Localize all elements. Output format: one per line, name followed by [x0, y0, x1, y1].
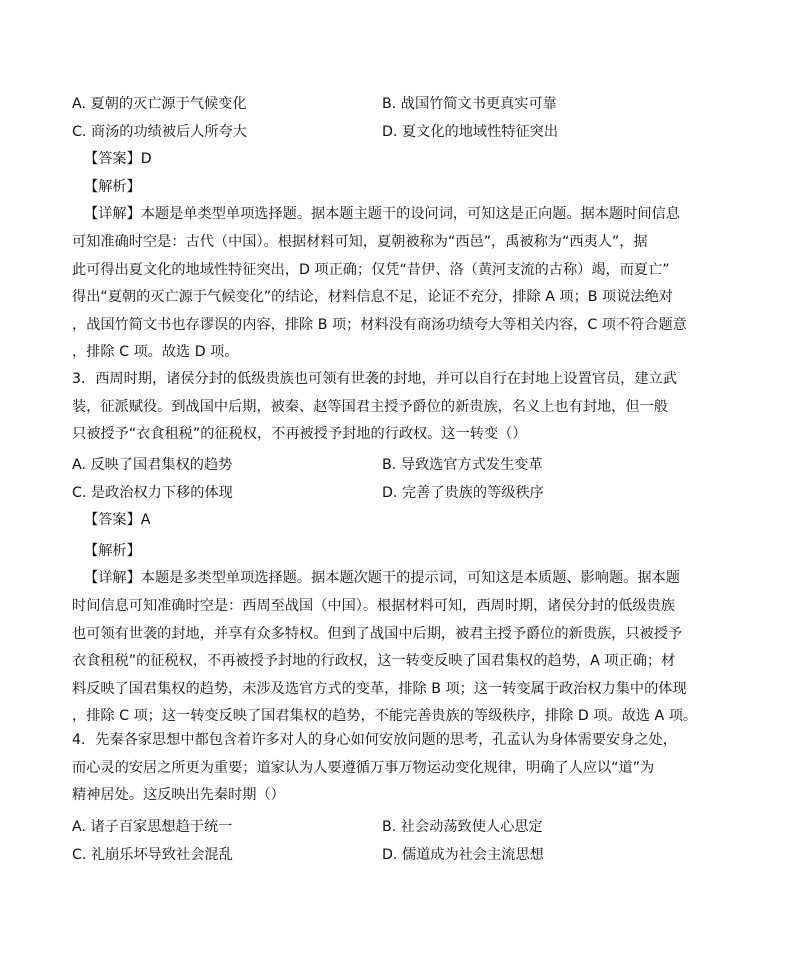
option-b: B. 社会动荡致使人心思定 — [382, 819, 543, 835]
detail-line: ，战国竹简文书也存谬误的内容，排除 B 项；材料没有商汤功绩夸大等相关内容，C 项不符合题意 — [72, 316, 687, 333]
option-row — [72, 842, 720, 870]
question-stem-line: 而心灵的安居之所更为重要；道家认为人要遵循万事万物运动变化规律，明确了人应以“道”为 — [72, 759, 655, 776]
question-stem-line: 装，征派赋役。到战国中后期，被秦、赵等国君主授予爵位的新贵族，名义上也有封地，但一般 — [72, 398, 668, 415]
answer-label: 【答案】A — [84, 512, 151, 529]
detail-line: 【详解】本题是多类型单项选择题。据本题次题干的提示词，可知这是本质题、影响题。据本题 — [84, 570, 680, 587]
analysis-label: 【解析】 — [84, 178, 141, 195]
detail-line: 料反映了国君集权的趋势，未涉及选官方式的变革，排除 B 项；这一转变属于政治权力集中的体现 — [72, 680, 687, 697]
option-d: D. 夏文化的地域性特征突出 — [382, 123, 559, 140]
option-a: A. 夏朝的灭亡源于气候变化 — [72, 96, 247, 112]
question-stem-line: 3．西周时期，诸侯分封的低级贵族也可领有世袭的封地，并可以自行在封地上设置官员，建立武 — [72, 371, 677, 387]
detail-line: 也可领有世袭的封地，并享有众多特权。但到了战国中后期，被君主授予爵位的新贵族，只被授予 — [72, 625, 683, 642]
option-d: D. 儒道成为社会主流思想 — [382, 846, 544, 863]
option-row — [72, 452, 720, 480]
question-4 — [72, 727, 720, 810]
question-3-options — [72, 452, 720, 731]
question-4-options — [72, 814, 720, 869]
option-a: A. 反映了国君集权的趋势 — [72, 457, 233, 473]
detail-line: ，排除 C 项。故选 D 项。 — [72, 344, 239, 361]
detail-line: 衣食租税”的征税权，不再被授予封地的行政权，这一转变反映了国君集权的趋势，A 项正确；材 — [72, 653, 676, 670]
option-b: B. 导致选官方式发生变革 — [382, 457, 543, 473]
question-2-continuation — [72, 91, 720, 367]
question-stem-line: 精神居处。这反映出先秦时期（） — [72, 787, 285, 804]
question-3 — [72, 366, 720, 449]
option-row — [72, 119, 720, 147]
analysis-label: 【解析】 — [84, 542, 141, 559]
question-stem-line: 只被授予“衣食租税”的征税权，不再被授予封地的行政权。这一转变（） — [72, 426, 527, 443]
detail-line: 时间信息可知准确时空是：西周至战国（中国）。根据材料可知，西周时期，诸侯分封的低级贵族 — [72, 597, 675, 614]
detail-line: 可知准确时空是：古代（中国）。根据材料可知，夏朝被称为“西邑”，禹被称为“西夷人”，据 — [72, 233, 648, 250]
question-stem-line: 4．先秦各家思想中都包含着许多对人的身心如何安放问题的思考，孔孟认为身体需要安身之处， — [72, 732, 677, 748]
detail-line: 此可得出夏文化的地域性特征突出，D 项正确；仅凭“昔伊、洛（黄河支流的古称）竭，而夏亡” — [72, 261, 670, 278]
detail-line: ，排除 C 项；这一转变反映了国君集权的趋势，不能完善贵族的等级秩序，排除 D 项。故选 A 项。 — [72, 708, 698, 725]
option-d: D. 完善了贵族的等级秩序 — [382, 484, 544, 501]
option-row — [72, 814, 720, 842]
detail-line: 【详解】本题是单类型单项选择题。据本题主题干的设问词，可知这是正向题。据本题时间信息 — [84, 206, 680, 223]
option-b: B. 战国竹简文书更真实可靠 — [382, 96, 557, 112]
option-row — [72, 91, 720, 119]
detail-line: 得出“夏朝的灭亡源于气候变化”的结论，材料信息不足，论证不充分，排除 A 项；B 项说法绝对 — [72, 289, 673, 306]
option-row — [72, 480, 720, 508]
option-c: C. 是政治权力下移的体现 — [72, 484, 233, 501]
answer-label: 【答案】D — [84, 151, 152, 168]
option-c: C. 礼崩乐坏导致社会混乱 — [72, 846, 233, 863]
option-a: A. 诸子百家思想趋于统一 — [72, 819, 233, 835]
option-c: C. 商汤的功绩被后人所夸大 — [72, 123, 247, 140]
